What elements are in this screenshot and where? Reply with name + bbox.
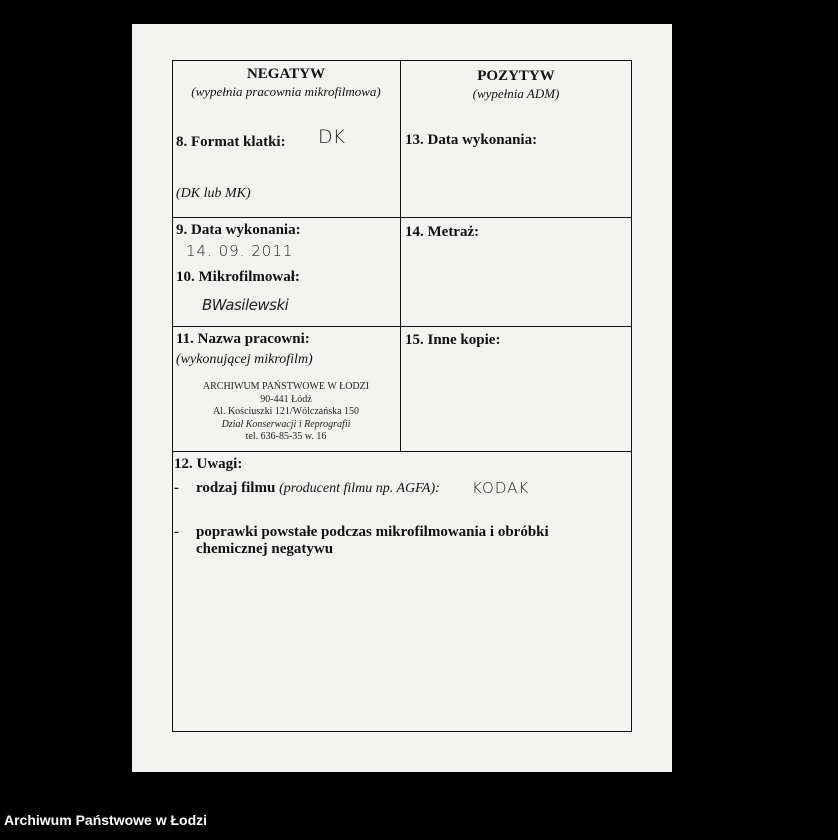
negatyw-subtitle: (wypełnia pracownia mikrofilmowa): [191, 84, 381, 99]
metraz-label: 14. Metraż:: [405, 224, 480, 240]
stamp-line-2: 90-441 Łódź: [260, 393, 312, 405]
data-wykonania-pozytyw-label: 13. Data wykonania:: [405, 132, 538, 148]
poprawki-line-1: poprawki powstałe podczas mikrofilmowania i obróbki: [196, 524, 549, 540]
rodzaj-filmu-value: KODAK: [472, 479, 530, 497]
nazwa-pracowni-hint: (wykonującej mikrofilm): [176, 352, 313, 367]
mikrofilmowal-label: 10. Mikrofilmował:: [176, 269, 300, 285]
row-divider-3: [172, 451, 632, 452]
rodzaj-filmu-label: rodzaj filmu: [196, 480, 276, 496]
pozytyw-subtitle: (wypełnia ADM): [472, 86, 560, 101]
format-klatki-hint: (DK lub MK): [176, 186, 251, 201]
archive-footer-label: Archiwum Państwowe w Łodzi: [4, 812, 208, 828]
inne-kopie-label: 15. Inne kopie:: [405, 332, 501, 348]
negatyw-title: NEGATYW: [246, 66, 326, 82]
column-divider: [400, 60, 401, 452]
nazwa-pracowni-label: 11. Nazwa pracowni:: [176, 331, 310, 347]
rodzaj-filmu-line: [196, 480, 440, 497]
uwagi-label: 12. Uwagi:: [174, 456, 243, 472]
pozytyw-title: POZYTYW: [477, 68, 555, 84]
uwagi-bullet-1: -: [174, 480, 179, 496]
stamp-line-3: Al. Kościuszki 121/Wólczańska 150: [212, 406, 360, 417]
format-klatki-value: DK: [318, 126, 346, 148]
archive-stamp: [172, 381, 400, 444]
uwagi-bullet-2: -: [174, 524, 179, 540]
data-wykonania-label: 9. Data wykonania:: [176, 222, 301, 238]
poprawki-line-2: chemicznej negatywu: [196, 541, 334, 557]
stamp-line-5: tel. 636-85-35 w. 16: [245, 431, 327, 442]
row-divider-1: [172, 217, 632, 218]
format-klatki-label: 8. Format klatki:: [176, 134, 286, 150]
document-card: [132, 24, 672, 772]
mikrofilmowal-signature: BWasilewski: [202, 296, 289, 314]
data-wykonania-value: 14. 09. 2011: [186, 242, 294, 260]
row-divider-2: [172, 326, 632, 327]
stamp-line-1: ARCHIWUM PAŃSTWOWE W ŁODZI: [202, 381, 370, 392]
stamp-line-4: Dział Konserwacji i Reprografii: [221, 418, 351, 430]
rodzaj-filmu-hint: (producent filmu np. AGFA):: [279, 481, 440, 496]
